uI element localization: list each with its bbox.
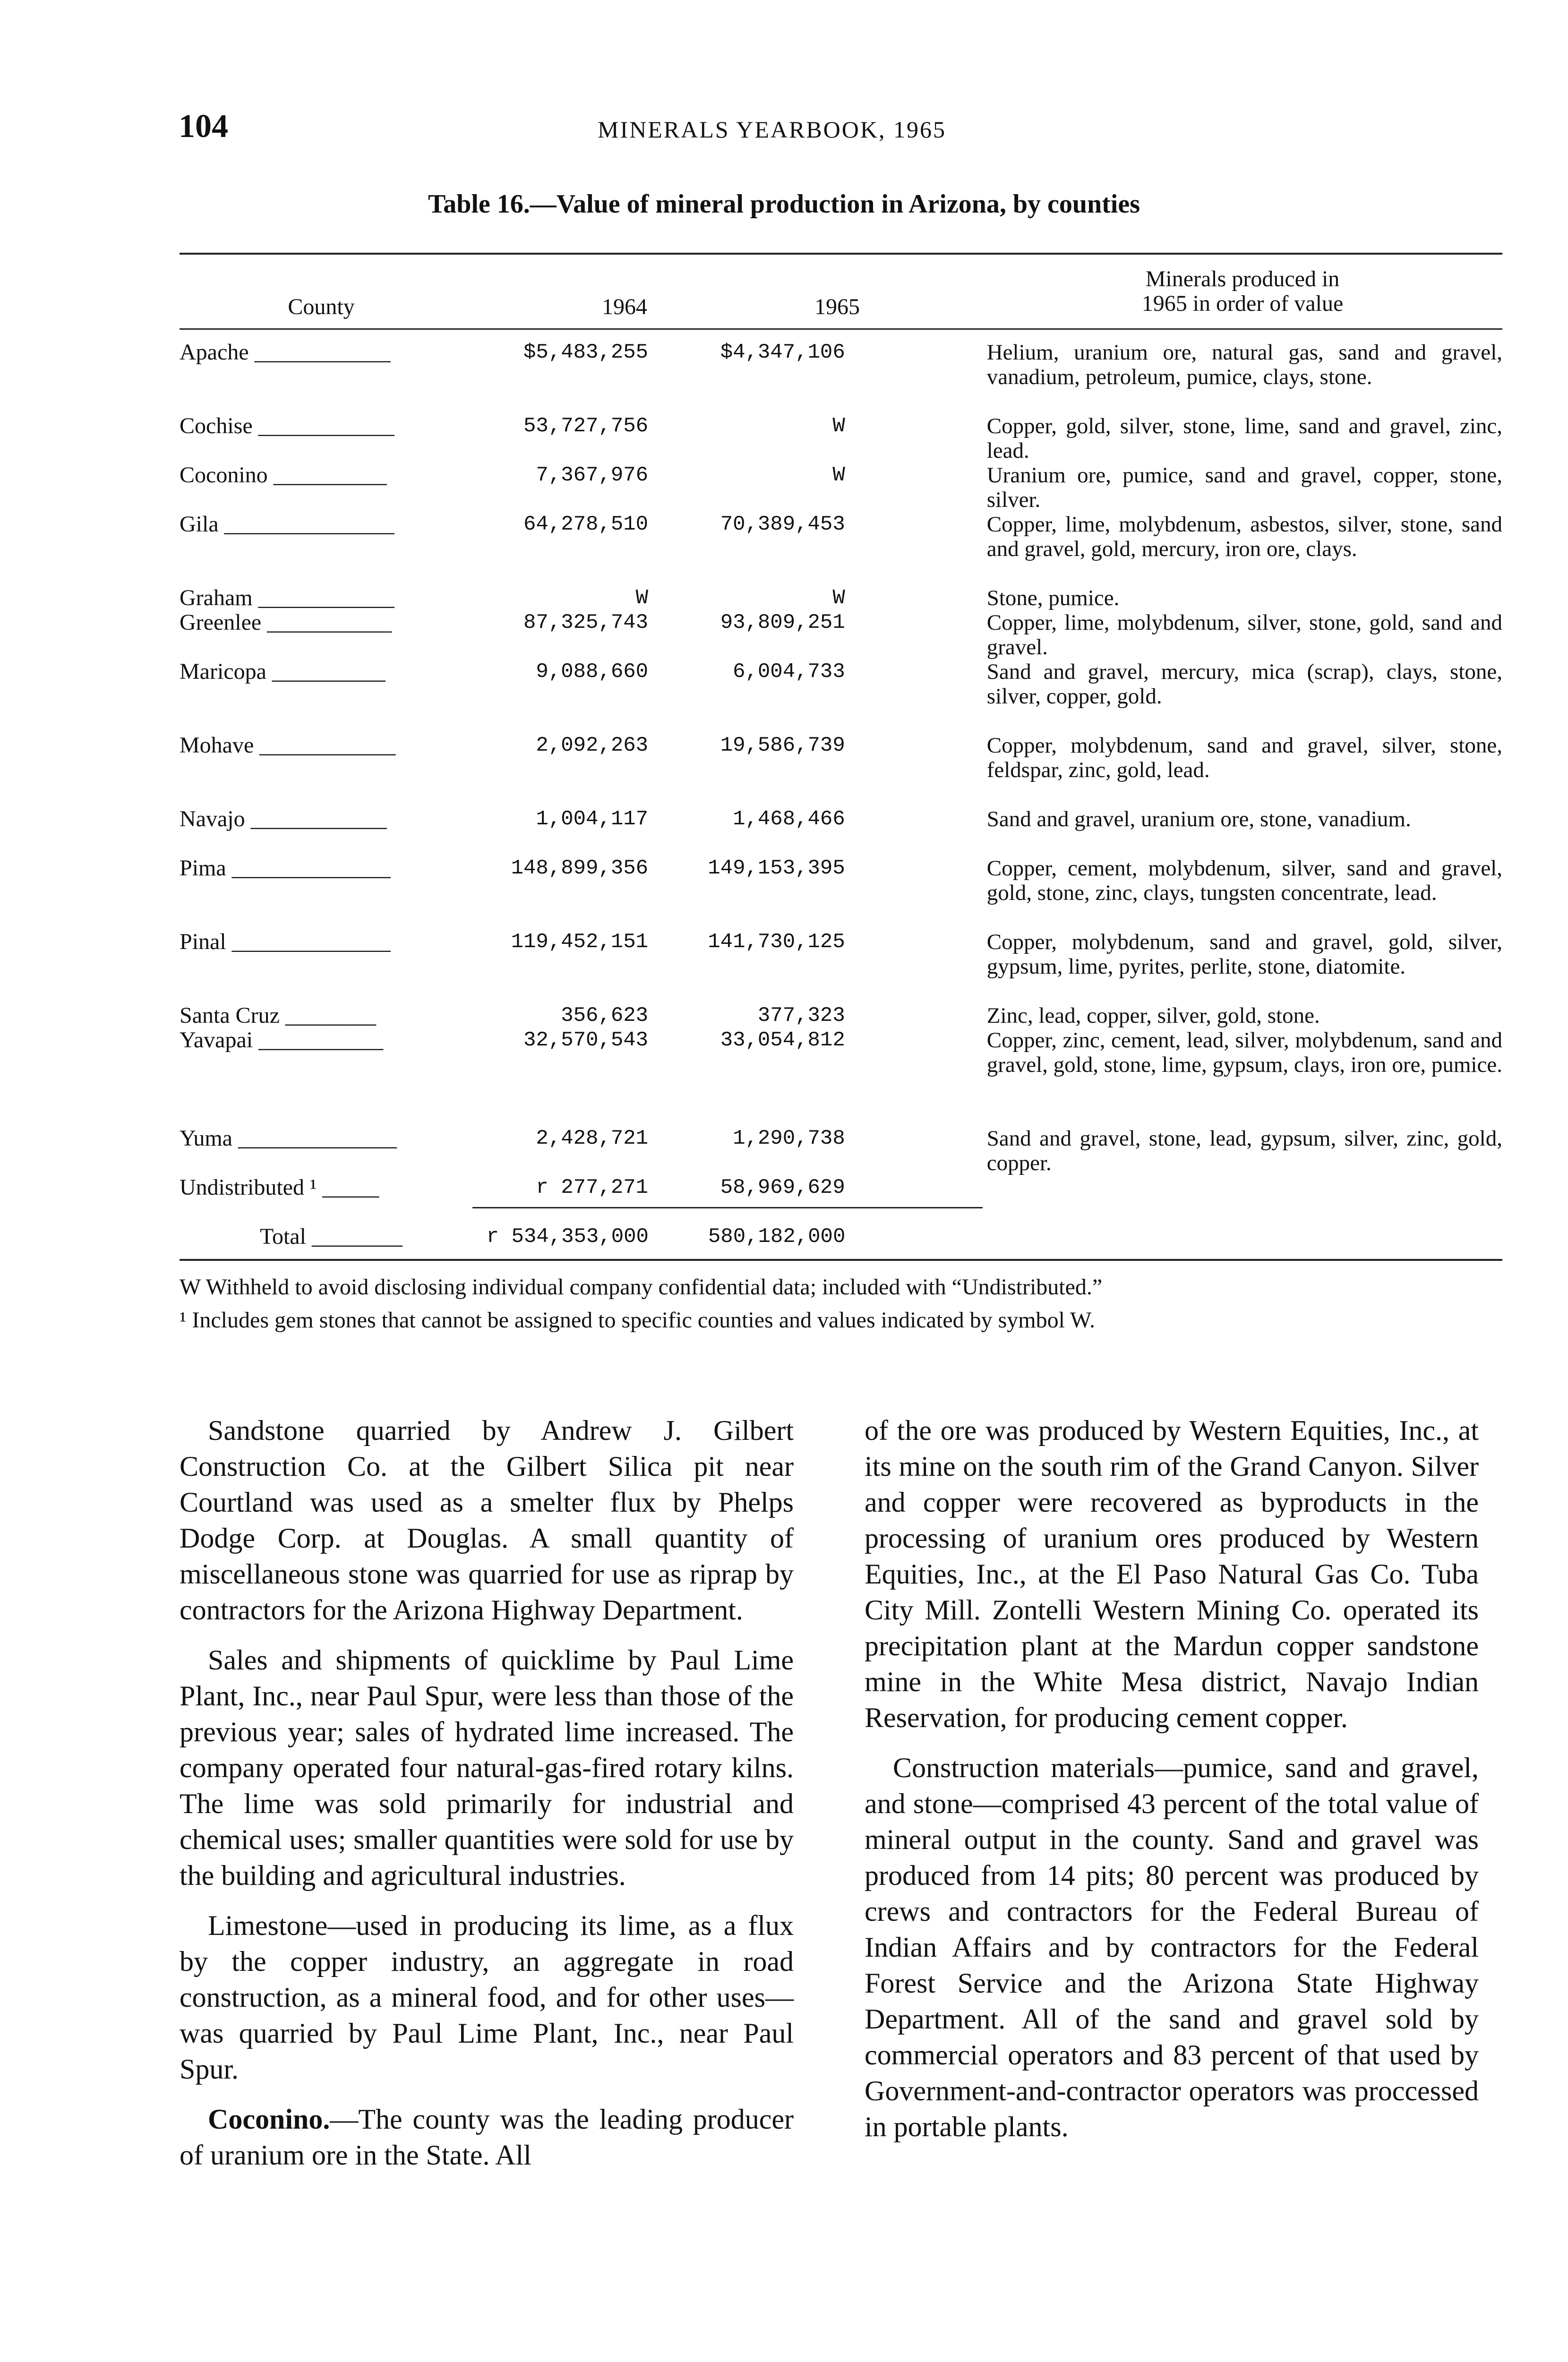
minerals-cell: Uranium ore, pumice, sand and gravel, copper, stone, silver. xyxy=(986,463,1502,512)
table-row xyxy=(180,610,1502,659)
table-body xyxy=(180,340,1502,1249)
table-row xyxy=(180,733,1502,807)
column-header-county: County xyxy=(288,294,355,319)
section-lead-coconino: Coconino. xyxy=(208,2104,330,2135)
minerals-cell: Zinc, lead, copper, silver, gold, stone. xyxy=(986,1003,1320,1028)
value-1965-cell: 1,468,466 xyxy=(733,807,845,831)
value-1965-cell: W xyxy=(832,414,845,438)
column-header-minerals xyxy=(983,267,1502,328)
table-row xyxy=(180,659,1502,733)
value-1965-cell: 58,969,629 xyxy=(720,1176,845,1199)
county-cell: Apache ____________ xyxy=(180,340,391,365)
body-column-right xyxy=(865,1412,1479,2159)
minerals-cell: Copper, molybdenum, sand and gravel, silver, stone, feldspar, zinc, gold, lead. xyxy=(986,733,1502,782)
minerals-cell: Stone, pumice. xyxy=(986,586,1120,610)
county-cell-total: Total ________ xyxy=(260,1224,403,1249)
body-column-left xyxy=(180,1412,794,2187)
paragraph: Construction materials—pumice, sand and gravel, and stone—comprised 43 percent of the total value of mineral output in the county. Sand and gravel was produced from 14 pits; 80 percent was produced by crews and contractors for the Federal Bureau of Indian Affairs and by contractors for the Federal Forest Service and the Arizona State Highway Department. All of the sand and gravel sold by commercial operators and 83 percent of that used by Government-and-contractor operators was proccessed in portable plants. xyxy=(865,1752,1479,2142)
county-cell: Cochise ____________ xyxy=(180,414,394,438)
county-cell: Greenlee ___________ xyxy=(180,610,392,635)
minerals-cell: Helium, uranium ore, natural gas, sand and gravel, vanadium, petroleum, pumice, clays, stone. xyxy=(986,340,1502,389)
value-1964-cell: 119,452,151 xyxy=(511,930,649,954)
value-1965-cell: 19,586,739 xyxy=(720,734,845,757)
value-1965-cell: 377,323 xyxy=(757,1004,845,1027)
value-1964-cell: 9,088,660 xyxy=(536,660,649,684)
value-1964-cell: 53,727,756 xyxy=(523,414,649,438)
minerals-cell: Sand and gravel, uranium ore, stone, vanadium. xyxy=(986,807,1411,831)
value-1964-cell: 7,367,976 xyxy=(536,463,649,487)
county-cell: Pinal ______________ xyxy=(180,930,391,954)
minerals-cell: Sand and gravel, mercury, mica (scrap), clays, stone, silver, copper, gold. xyxy=(986,659,1502,709)
value-1965-total: 580,182,000 xyxy=(708,1225,846,1249)
county-cell: Mohave ____________ xyxy=(180,733,396,758)
county-cell: Graham ____________ xyxy=(180,586,394,610)
table-row xyxy=(180,930,1502,1003)
page-number: 104 xyxy=(179,108,228,145)
county-cell: Undistributed ¹ _____ xyxy=(180,1175,379,1200)
value-1964-cell: 1,004,117 xyxy=(536,807,649,831)
county-cell: Yuma ______________ xyxy=(180,1126,397,1151)
column-header-minerals-line2: 1965 in order of value xyxy=(1141,291,1344,316)
county-cell: Santa Cruz ________ xyxy=(180,1003,376,1028)
column-header-1964: 1964 xyxy=(602,294,647,319)
value-1965-cell: 141,730,125 xyxy=(708,930,845,954)
minerals-cell: Copper, cement, molybdenum, silver, sand and gravel, gold, stone, zinc, clays, tungsten concentrate, lead. xyxy=(986,856,1502,905)
minerals-cell: Sand and gravel, stone, lead, gypsum, silver, zinc, gold, copper. xyxy=(986,1126,1502,1175)
value-1965-cell: $4,347,106 xyxy=(720,341,845,364)
table-row xyxy=(180,414,1502,463)
minerals-cell: Copper, gold, silver, stone, lime, sand and gravel, zinc, lead. xyxy=(986,414,1502,463)
value-1965-cell: 33,054,812 xyxy=(720,1028,845,1052)
value-1964-cell: W xyxy=(635,586,649,610)
value-1965-cell: 93,809,251 xyxy=(720,611,845,634)
value-1965-cell: W xyxy=(832,586,845,610)
county-cell: Pima ______________ xyxy=(180,856,391,881)
value-1965-cell: 1,290,738 xyxy=(733,1127,845,1150)
value-1964-cell: 32,570,543 xyxy=(523,1028,649,1052)
value-1964-cell: 356,623 xyxy=(561,1004,649,1027)
table-row xyxy=(180,340,1502,414)
paragraph: of the ore was produced by Western Equities, Inc., at its mine on the south rim of the Grand Canyon. Silver and copper were recovered as byproducts in the processing of uranium ores produced by Western Equities, Inc., at the El Paso Natural Gas Co. Tuba City Mill. Zontelli Western Mining Co. operated its precipitation plant at the Mardun copper sandstone mine in the White Mesa district, Navajo Indian Reservation, for producing cement copper. xyxy=(865,1415,1479,1733)
paragraph: Sandstone quarried by Andrew J. Gilbert Construction Co. at the Gilbert Silica pit near Courtland was used as a smelter flux by Phelps Dodge Corp. at Douglas. A small quantity of miscellaneous stone was quarried for use as riprap by contractors for the Arizona Highway Department. xyxy=(180,1415,794,1626)
value-1964-cell: $5,483,255 xyxy=(523,341,649,364)
running-head: MINERALS YEARBOOK, 1965 xyxy=(598,116,946,143)
value-1965-cell: 149,153,395 xyxy=(708,856,845,880)
table-row xyxy=(180,807,1502,856)
footnote-1: ¹ Includes gem stones that cannot be assigned to specific counties and values indicated by symbol W. xyxy=(180,1308,1095,1333)
paragraph-coconino xyxy=(180,2101,794,2173)
value-1964-cell: 2,092,263 xyxy=(536,734,649,757)
value-1964-cell: 2,428,721 xyxy=(536,1127,649,1150)
county-cell: Gila _______________ xyxy=(180,512,394,537)
table-row xyxy=(180,856,1502,930)
column-header-1965: 1965 xyxy=(814,294,860,319)
county-cell: Navajo ____________ xyxy=(180,807,387,831)
paragraph: Limestone—used in producing its lime, as a flux by the copper industry, an aggregate in road construction, as a mineral food, and for other uses—was quarried by Paul Lime Plant, Inc., near Paul Spur. xyxy=(180,1910,794,2085)
county-cell: Yavapai ___________ xyxy=(180,1028,384,1053)
value-1965-cell: W xyxy=(832,463,845,487)
table-top-rule xyxy=(180,253,1502,255)
minerals-cell: Copper, lime, molybdenum, silver, stone, gold, sand and gravel. xyxy=(986,610,1502,659)
table-title: Table 16.—Value of mineral production in Arizona, by counties xyxy=(428,189,1140,219)
table-row xyxy=(180,1003,1502,1028)
table-footnotes xyxy=(180,1275,1502,1342)
value-1965-cell: 70,389,453 xyxy=(720,513,845,536)
value-1964-cell: 87,325,743 xyxy=(523,611,649,634)
value-1964-cell: 148,899,356 xyxy=(511,856,649,880)
table-row-total xyxy=(180,1224,1502,1249)
table-row xyxy=(180,1028,1502,1126)
table-row xyxy=(180,1126,1502,1175)
table-row xyxy=(180,1175,1502,1224)
minerals-cell: Copper, lime, molybdenum, asbestos, silver, stone, sand and gravel, gold, mercury, iron ore, clays. xyxy=(986,512,1502,561)
table-row xyxy=(180,586,1502,610)
county-cell: Maricopa __________ xyxy=(180,659,386,684)
column-header-minerals-line1: Minerals produced in xyxy=(1145,266,1340,291)
table-row xyxy=(180,512,1502,586)
minerals-cell: Copper, zinc, cement, lead, silver, molybdenum, sand and gravel, gold, stone, lime, gypsum, clays, iron ore, pumice. xyxy=(986,1028,1502,1077)
value-1964-cell: r 277,271 xyxy=(536,1176,649,1199)
table-row xyxy=(180,463,1502,512)
county-cell: Coconino __________ xyxy=(180,463,387,488)
minerals-cell xyxy=(987,1175,1502,1224)
table-bottom-rule xyxy=(180,1259,1502,1261)
paragraph-text: —The county was the leading producer of uranium ore in the State. All xyxy=(180,2104,794,2171)
footnote-withheld: W Withheld to avoid disclosing individual company confidential data; included with “Undistributed.” xyxy=(180,1275,1103,1300)
paragraph: Sales and shipments of quicklime by Paul Lime Plant, Inc., near Paul Spur, were less than those of the previous year; sales of hydrated lime increased. The company operated four natural-gas-fired rotary kilns. The lime was sold primarily for industrial and chemical uses; smaller quantities were sold for use by the building and agricultural industries. xyxy=(180,1644,794,1891)
value-1965-cell: 6,004,733 xyxy=(733,660,845,684)
value-1964-cell: 64,278,510 xyxy=(523,513,649,536)
value-1964-total: r 534,353,000 xyxy=(486,1225,649,1249)
minerals-cell: Copper, molybdenum, sand and gravel, gold, silver, gypsum, lime, pyrites, perlite, stone, diatomite. xyxy=(986,930,1502,979)
minerals-cell xyxy=(987,1224,1502,1249)
